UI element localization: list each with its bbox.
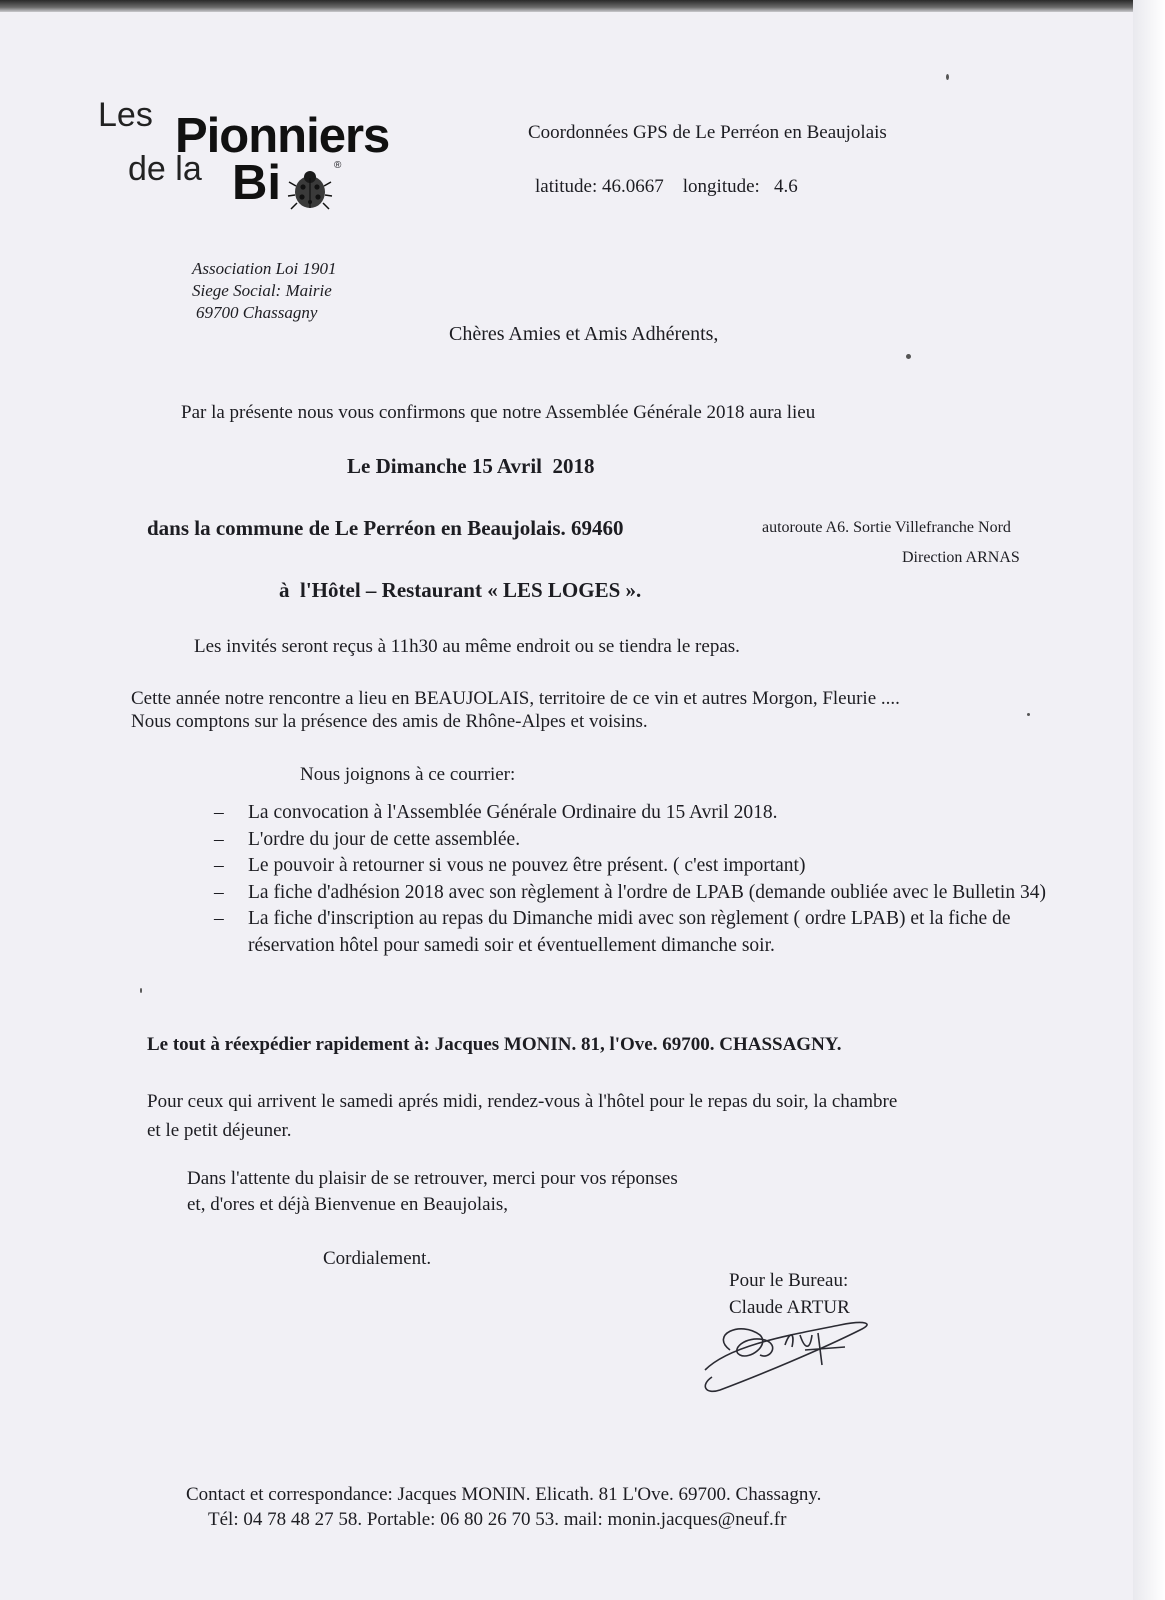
attachments-list [214,800,1058,959]
list-item [214,906,1058,959]
commune-line: dans la commune de Le Perréon en Beaujolais. 69460 [147,516,624,540]
scan-speck [906,354,911,359]
bullet-dash: – [214,855,224,876]
scan-speck [140,988,142,993]
scan-speck [1027,713,1030,716]
intro-text: Par la présente nous vous confirmons que notre Assemblée Générale 2018 aura lieu [181,402,816,423]
logo-de-la: de la [128,150,202,188]
footer-phones-mail: Tél: 04 78 48 27 58. Portable: 06 80 26 70 53. mail: monin.jacques@neuf.fr [208,1509,787,1530]
scan-speck [946,74,949,80]
meeting-date: Le Dimanche 15 Avril 2018 [347,454,595,478]
guests-reception: Les invités seront reçus à 11h30 au même endroit ou se tiendra le repas. [194,636,740,657]
gps-title: Coordonnées GPS de Le Perréon en Beaujolais [528,122,887,143]
gps-coordinates: latitude: 46.0667 longitude: 4.6 [535,176,798,197]
bullet-dash: – [214,908,224,929]
list-item [214,800,1058,827]
logo-bi: Bi [232,156,281,210]
venue: à l'Hôtel – Restaurant « LES LOGES ». [279,578,642,602]
list-item-text: La convocation à l'Assemblée Générale Ordinaire du 15 Avril 2018. [248,802,778,823]
regards: Cordialement. [323,1248,432,1269]
association-line-3: 69700 Chassagny [196,303,318,322]
signoff-name: Claude ARTUR [729,1297,850,1318]
list-item-text: L'ordre du jour de cette assemblée. [248,828,521,850]
saturday-line-1: Pour ceux qui arrivent le samedi aprés midi, rendez-vous à l'hôtel pour le repas du soir, la chambre [147,1091,898,1112]
signoff-bureau: Pour le Bureau: [729,1270,849,1291]
salutation: Chères Amies et Amis Adhérents, [449,323,719,345]
scan-top-edge [0,0,1135,12]
logo-les: Les [98,96,153,134]
association-line-2: Siege Social: Mairie [192,281,332,300]
association-line-1: Association Loi 1901 [192,259,337,278]
closing-line-1: Dans l'attente du plaisir de se retrouver, merci pour vos réponses [187,1168,678,1189]
handwritten-signature [700,1305,880,1395]
list-item-text: La fiche d'inscription au repas du Dimanche midi avec son règlement ( ordre LPAB) et la fiche de réservation hôtel pour samedi soir et éventuellement dimanche soir. [248,908,1011,956]
registered-mark: ® [334,160,342,171]
scan-right-edge [1133,0,1165,1600]
footer-contact: Contact et correspondance: Jacques MONIN. Elicath. 81 L'Ove. 69700. Chassagny. [186,1484,822,1505]
list-item [214,827,1058,854]
bullet-dash: – [214,802,224,823]
beaujolais-line-2: Nous comptons sur la présence des amis de Rhône-Alpes et voisins. [131,711,648,732]
bullet-dash: – [214,828,224,850]
logo-pionniers: Pionniers [175,109,390,163]
list-item [214,880,1058,907]
attachments-intro: Nous joignons à ce courrier: [300,764,516,785]
list-item-text: Le pouvoir à retourner si vous ne pouvez être présent. ( c'est important) [248,855,806,876]
saturday-line-2: et le petit déjeuner. [147,1120,292,1141]
beaujolais-line-1: Cette année notre rencontre a lieu en BEAUJOLAIS, territoire de ce vin et autres Morgon, Fleurie .... [131,688,900,709]
closing-line-2: et, d'ores et déjà Bienvenue en Beaujolais, [187,1194,509,1215]
return-address: Le tout à réexpédier rapidement à: Jacques MONIN. 81, l'Ove. 69700. CHASSAGNY. [147,1034,842,1055]
list-item-text: La fiche d'adhésion 2018 avec son règlement à l'ordre de LPAB (demande oubliée avec le Bulletin 34) [248,881,1046,903]
ladybug-icon [286,168,334,212]
bullet-dash: – [214,881,224,903]
direction-arnas: Direction ARNAS [902,549,1020,566]
list-item [214,853,1058,880]
directions-text: autoroute A6. Sortie Villefranche Nord [762,519,1011,536]
